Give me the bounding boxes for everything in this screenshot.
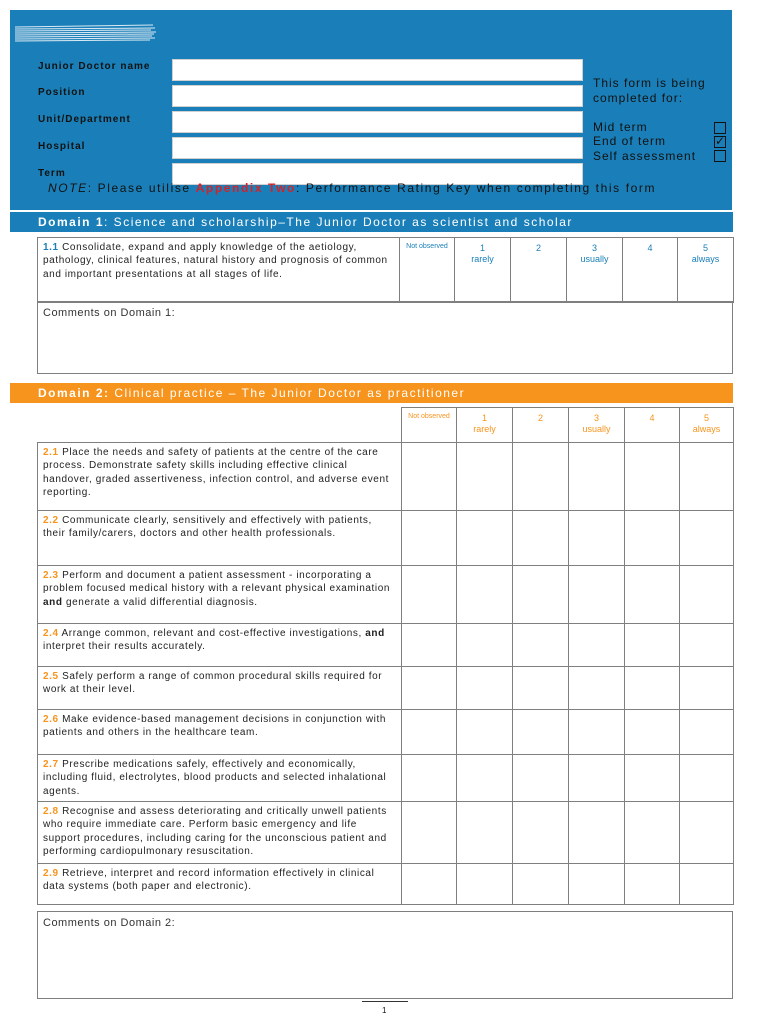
junior-doctor-name-input[interactable] xyxy=(172,59,583,81)
completed-for-heading-line2: completed for: xyxy=(593,91,684,105)
table-header-row xyxy=(38,408,734,443)
rating-header-not-observed: Not observed xyxy=(402,408,457,443)
table-row xyxy=(38,710,734,755)
rating-cell[interactable] xyxy=(680,864,734,905)
rating-cell[interactable] xyxy=(513,864,569,905)
item-2-1-description: 2.1 Place the needs and safety of patients at the centre of the care process. Demonstrate safety skills including effective clinical handover, graded assertiveness, infection control, and adverse event reporting. xyxy=(38,443,402,511)
table-row xyxy=(38,511,734,566)
rating-1[interactable]: 1 rarely xyxy=(455,238,511,303)
table-row xyxy=(38,802,734,864)
note-suffix: : Performance Rating Key when completing this form xyxy=(295,181,657,195)
rating-cell[interactable] xyxy=(457,566,513,624)
rating-cell[interactable] xyxy=(680,624,734,667)
appendix-two-link[interactable]: Appendix Two xyxy=(195,181,296,195)
rating-cell[interactable] xyxy=(457,802,513,864)
rating-header-5: 5 always xyxy=(680,408,734,443)
self-assessment-label: Self assessment xyxy=(593,149,697,163)
self-assessment-checkbox[interactable] xyxy=(714,150,726,162)
rating-cell[interactable] xyxy=(569,566,625,624)
rating-cell[interactable] xyxy=(513,443,569,511)
rating-cell[interactable] xyxy=(569,710,625,755)
rating-cell[interactable] xyxy=(569,755,625,802)
footer-divider xyxy=(362,1001,408,1002)
domain-1-heading xyxy=(10,212,733,232)
item-2-7-description: 2.7 Prescribe medications safely, effectively and economically, including fluid, electrolytes, blood products and selected inhalational agents. xyxy=(38,755,402,802)
mid-term-checkbox[interactable] xyxy=(714,122,726,134)
domain-2-subtitle: Clinical practice – The Junior Doctor as practitioner xyxy=(109,386,466,400)
logo-lines-graphic xyxy=(15,24,157,44)
rating-cell[interactable] xyxy=(402,511,457,566)
rating-not-observed[interactable]: Not observed xyxy=(400,238,455,303)
junior-doctor-name-label: Junior Doctor name xyxy=(38,61,151,72)
rating-cell[interactable] xyxy=(625,566,680,624)
table-row xyxy=(38,566,734,624)
rating-cell[interactable] xyxy=(457,511,513,566)
domain-1-title: Domain 1 xyxy=(38,215,105,229)
rating-cell[interactable] xyxy=(625,710,680,755)
rating-cell[interactable] xyxy=(625,624,680,667)
rating-cell[interactable] xyxy=(680,802,734,864)
table-row xyxy=(38,624,734,667)
hospital-label: Hospital xyxy=(38,141,86,152)
rating-cell[interactable] xyxy=(457,667,513,710)
table-row xyxy=(38,443,734,511)
rating-cell[interactable] xyxy=(402,755,457,802)
domain-2-comments-label: Comments on Domain 2: xyxy=(43,917,176,929)
table-row xyxy=(38,864,734,905)
rating-key-note xyxy=(48,181,656,195)
rating-header-3: 3 usually xyxy=(569,408,625,443)
item-2-2-description: 2.2 Communicate clearly, sensitively and effectively with patients, their family/carers, doctors and other health professionals. xyxy=(38,511,402,566)
rating-cell[interactable] xyxy=(625,511,680,566)
rating-cell[interactable] xyxy=(513,566,569,624)
rating-cell[interactable] xyxy=(625,864,680,905)
rating-cell[interactable] xyxy=(680,710,734,755)
completed-for-heading-line1: This form is being xyxy=(593,76,706,90)
rating-cell[interactable] xyxy=(402,566,457,624)
rating-cell[interactable] xyxy=(457,755,513,802)
form-header xyxy=(10,10,732,210)
rating-3[interactable]: 3 usually xyxy=(567,238,623,303)
domain-1-subtitle: : Science and scholarship–The Junior Doctor as scientist and scholar xyxy=(104,215,573,229)
rating-cell[interactable] xyxy=(457,710,513,755)
item-2-4-description: 2.4 Arrange common, relevant and cost-effective investigations, and interpret their results accurately. xyxy=(38,624,402,667)
item-2-5-description: 2.5 Safely perform a range of common procedural skills required for work at their level. xyxy=(38,667,402,710)
rating-2[interactable]: 2 xyxy=(511,238,567,303)
rating-cell[interactable] xyxy=(569,802,625,864)
domain-1-comments-label: Comments on Domain 1: xyxy=(43,307,176,319)
rating-cell[interactable] xyxy=(513,755,569,802)
rating-cell[interactable] xyxy=(569,511,625,566)
rating-cell[interactable] xyxy=(680,443,734,511)
mid-term-label: Mid term xyxy=(593,120,648,134)
domain-2-heading xyxy=(10,383,733,403)
term-label: Term xyxy=(38,168,66,179)
rating-cell[interactable] xyxy=(625,667,680,710)
rating-cell[interactable] xyxy=(402,802,457,864)
rating-cell[interactable] xyxy=(402,864,457,905)
note-prefix: NOTE xyxy=(48,181,88,195)
unit-department-input[interactable] xyxy=(172,111,583,133)
rating-cell[interactable] xyxy=(680,511,734,566)
table-row xyxy=(38,667,734,710)
rating-cell[interactable] xyxy=(513,624,569,667)
unit-department-label: Unit/Department xyxy=(38,114,131,125)
rating-cell[interactable] xyxy=(513,802,569,864)
rating-cell[interactable] xyxy=(402,710,457,755)
rating-cell[interactable] xyxy=(569,667,625,710)
rating-cell[interactable] xyxy=(625,802,680,864)
item-2-3-description: 2.3 Perform and document a patient assessment - incorporating a problem focused medical history with a relevant physical examination and generate a valid differential diagnosis. xyxy=(38,566,402,624)
rating-cell[interactable] xyxy=(569,624,625,667)
domain-2-title: Domain 2: xyxy=(38,386,110,400)
position-input[interactable] xyxy=(172,85,583,107)
table-row xyxy=(38,238,734,303)
rating-header-4: 4 xyxy=(625,408,680,443)
domain-1-table xyxy=(37,237,734,303)
rating-cell[interactable] xyxy=(402,443,457,511)
rating-cell[interactable] xyxy=(680,566,734,624)
note-text: : Please utilise xyxy=(87,181,196,195)
rating-header-2: 2 xyxy=(513,408,569,443)
rating-cell[interactable] xyxy=(457,864,513,905)
page-number: 1 xyxy=(382,1006,387,1015)
domain-2-comments-box[interactable] xyxy=(37,911,733,999)
hospital-input[interactable] xyxy=(172,137,583,159)
rating-cell[interactable] xyxy=(513,511,569,566)
rating-cell[interactable] xyxy=(513,667,569,710)
position-label: Position xyxy=(38,87,86,98)
end-of-term-checkbox[interactable] xyxy=(714,136,726,148)
item-2-9-description: 2.9 Retrieve, interpret and record information effectively in clinical data systems (both paper and electronic). xyxy=(38,864,402,905)
rating-header-1: 1 rarely xyxy=(457,408,513,443)
domain-2-table xyxy=(37,407,734,905)
rating-cell[interactable] xyxy=(569,864,625,905)
rating-cell[interactable] xyxy=(402,624,457,667)
rating-4[interactable]: 4 xyxy=(623,238,678,303)
rating-cell[interactable] xyxy=(680,755,734,802)
item-1-1-description: 1.1 Consolidate, expand and apply knowledge of the aetiology, pathology, clinical features, natural history and prognosis of common and important presentations at all stages of life. xyxy=(38,238,400,303)
item-2-6-description: 2.6 Make evidence-based management decisions in conjunction with patients and others in the healthcare team. xyxy=(38,710,402,755)
rating-cell[interactable] xyxy=(402,667,457,710)
rating-cell[interactable] xyxy=(625,443,680,511)
rating-cell[interactable] xyxy=(680,667,734,710)
rating-cell[interactable] xyxy=(569,443,625,511)
rating-5[interactable]: 5 always xyxy=(678,238,734,303)
item-2-8-description: 2.8 Recognise and assess deteriorating and critically unwell patients who require immediate care. Perform basic emergency and life support procedures, including caring for the unconscious patient and performing cardiopulmonary resuscitation. xyxy=(38,802,402,864)
table-row xyxy=(38,755,734,802)
rating-cell[interactable] xyxy=(457,443,513,511)
rating-cell[interactable] xyxy=(513,710,569,755)
end-of-term-label: End of term xyxy=(593,134,667,148)
rating-cell[interactable] xyxy=(625,755,680,802)
domain-1-comments-box[interactable] xyxy=(37,301,733,374)
rating-cell[interactable] xyxy=(457,624,513,667)
